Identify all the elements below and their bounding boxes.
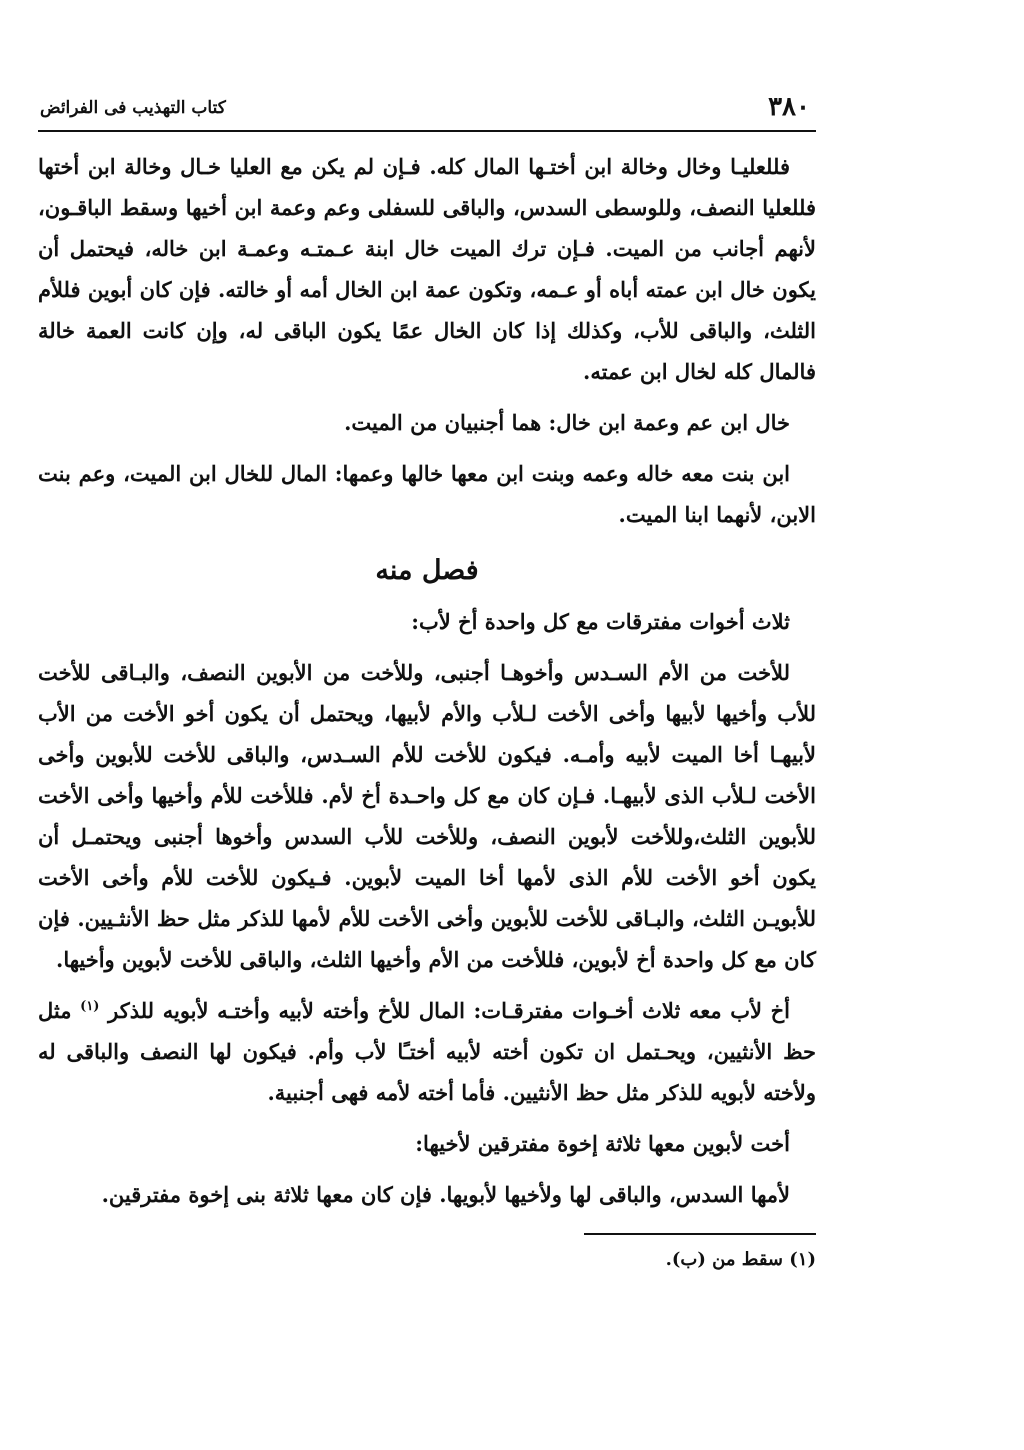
section-title: فصل منه <box>375 555 479 586</box>
paragraph-rest: مثل حظ الأنثيين، ويحـتمل ان تكون أخته لأبيه أختـًا لأب وأم. فيكون لها النصف والباقى له ولأخته لأبويه للذكر مثل حظ الأنثيين. فأما أخته لأمه فهى أجنبية. <box>38 998 816 1105</box>
section-heading-line: ثلاث أخوات مفترقات مع كل واحدة أخ لأب: <box>411 609 790 634</box>
footnote: (١) سقط من (ب). <box>665 1249 816 1270</box>
document-page <box>38 84 816 1275</box>
footnote-rule <box>584 1233 816 1235</box>
header-rule <box>38 130 816 132</box>
book-title: كتاب التهذيب فى الفرائض <box>40 98 226 118</box>
footnote-reference: (١) <box>80 999 100 1014</box>
page-number: ٣٨٠ <box>768 92 810 122</box>
paragraph: ابن بنت معه خاله وعمه وبنت ابن معها خالها وعمها: المال للخال ابن الميت، وعم بنت الابن، لأنهما ابنا الميت. <box>38 461 816 527</box>
paragraph: فللعليـا وخال وخالة ابن أختـها المال كله. فـإن لم يكن مع العليا خـال وخالة ابن أختها فللعليا النصف، وللوسطى السدس، والباقى للسفلى وعم وعمة ابن أخيها وسقط الباقـون، لأنهم أجانب من الميت. فـإن ترك الميت خال ابنة عـمتـه وعمـة ابن خاله، فيحتمل أن يكون خال ابن عمته أباه أو عـمه، وتكون عمة ابن الخال أمه أو خالته. فإن كان أبوين فللأم الثلث، والباقى للأب، وكذلك إذا كان الخال عمًا يكون الباقى له، وإن كانت العمة خالة فالمال كله لخال ابن عمته. <box>38 154 816 384</box>
body-text <box>38 146 816 1215</box>
paragraph: للأخت من الأم السـدس وأخوهـا أجنبى، وللأخت من الأبوين النصف، والبـاقى للأخت للأب وأخيها لأبيها وأخى الأخت لـلأب والأم لأبيها، ويحتمل أن يكون أخو الأخت من الأب لأبيهـا أخا الميت لأبيه وأمـه. فيكون للأخت للأم السـدس، والباقى للأخت للأبوين وأخى الأخت لـلأب الذى لأبيهـا. فـإن كان مع كل واحـدة أخ لأم. فللأخت للأم وأخيها وأخى الأخت للأبوين الثلث،وللأخت لأبوين النصف، وللأخت للأب السدس وأخوها أجنبى ويحتمـل أن يكون أخو الأخت للأم الذى لأمها أخا الميت لأبوين. فـيكون للأخت للأم وأخى الأخت للأبويـن الثلث، والبـاقى للأخت للأبوين وأخى الأخت للأم لأمها للذكر مثل حظ الأنثـيين. فإن كان مع كل واحدة أخ لأبوين، فللأخت من الأم وأخيها الثلث، والباقى للأخت لأبوين وأخيها. <box>38 660 816 972</box>
paragraph: خال ابن عم وعمة ابن خال: هما أجنبيان من الميت. <box>344 410 790 435</box>
paragraph: لأمها السدس، والباقى لها ولأخيها لأبويها. فإن كان معها ثلاثة بنى إخوة مفترقين. <box>101 1182 790 1207</box>
running-header <box>38 84 816 124</box>
paragraph-with-footnote <box>38 990 816 1113</box>
paragraph-lead: أخ لأب معه ثلاث أخـوات مفترقـات: المال للأخ وأخته لأبيه وأختـه لأبويه للذكر <box>108 998 791 1023</box>
section-heading-line: أخت لأبوين معها ثلاثة إخوة مفترقين لأخيها: <box>415 1131 790 1156</box>
